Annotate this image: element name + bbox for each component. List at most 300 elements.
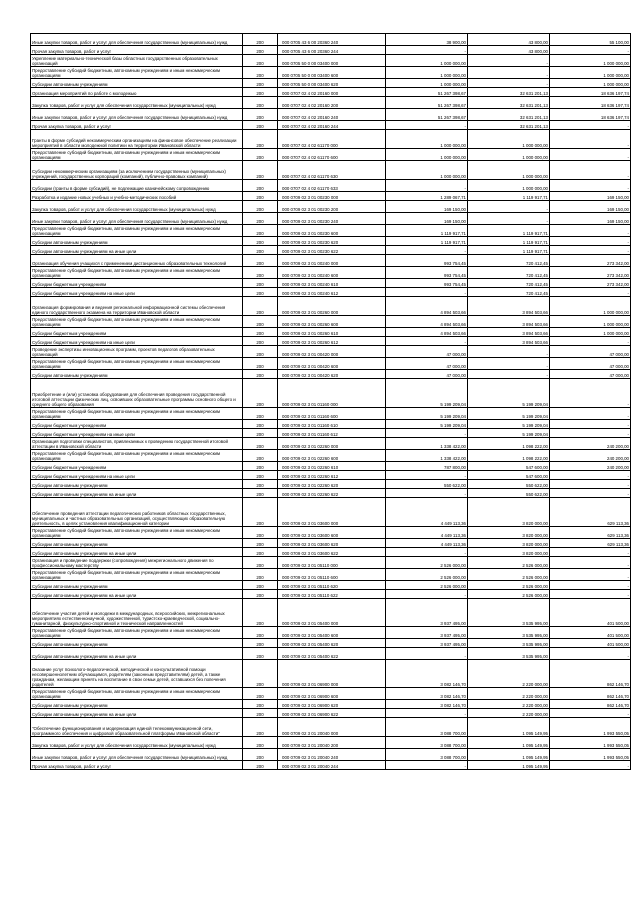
row-line-code: 200	[243, 627, 278, 639]
row-budget-code: 000 0707 02 4 02 20160 244	[278, 121, 386, 130]
row-line-code: 200	[243, 201, 278, 213]
row-unexecuted: 169 150,00	[550, 201, 631, 213]
row-approved: 4 894 503,66	[386, 316, 468, 328]
row-approved: 38 900,00	[386, 34, 468, 46]
row-unexecuted: 1 000 000,00	[550, 67, 631, 79]
table-row	[31, 201, 631, 213]
row-line-code: 200	[243, 88, 278, 97]
row-budget-code: 000 0709 02 3 01 05400 622	[278, 648, 386, 660]
row-unexecuted: -	[550, 480, 631, 489]
row-approved: 1 000 000,00	[386, 67, 468, 79]
row-line-code: 200	[243, 700, 278, 709]
row-executed: -	[468, 370, 550, 379]
row-executed: 3 820 000,00	[468, 498, 550, 527]
row-approved: -	[386, 429, 468, 438]
row-name: Субсидии автономным учреждениям	[31, 480, 243, 489]
row-line-code: 200	[243, 79, 278, 88]
table-row	[31, 627, 631, 639]
row-unexecuted: 18 636 197,74	[550, 97, 631, 109]
row-approved: 3 088 700,00	[386, 718, 468, 737]
row-budget-code: 000 0709 02 3 01 06900 622	[278, 709, 386, 718]
row-executed: 3 820 000,00	[468, 527, 550, 539]
row-budget-code: 000 0705 43 6 00 20360 244	[278, 46, 386, 55]
row-line-code: 200	[243, 109, 278, 121]
row-name: Субсидии автономным учреждениям на иные цели	[31, 590, 243, 599]
row-name: Субсидии бюджетным учреждениям на иные цели	[31, 471, 243, 480]
table-row	[31, 55, 631, 67]
row-executed: -	[468, 358, 550, 370]
row-approved: 4 894 503,66	[386, 297, 468, 316]
row-name: Субсидии автономным учреждениям	[31, 79, 243, 88]
row-executed: 3 535 995,00	[468, 648, 550, 660]
row-name: Субсидии (гранты в форме субсидий), не подлежащие казначейскому сопровождению	[31, 180, 243, 192]
row-line-code: 200	[243, 121, 278, 130]
row-budget-code: 000 0709 02 3 01 20040 244	[278, 761, 386, 770]
row-unexecuted: -	[550, 648, 631, 660]
row-line-code: 200	[243, 471, 278, 480]
row-name: Субсидии автономным учреждениям	[31, 237, 243, 246]
row-unexecuted: -	[550, 590, 631, 599]
row-approved: 3 937 495,00	[386, 599, 468, 627]
row-line-code: 200	[243, 46, 278, 55]
table-row	[31, 279, 631, 288]
table-row	[31, 648, 631, 660]
row-approved: -	[386, 709, 468, 718]
row-budget-code: 000 0709 02 3 01 01160 612	[278, 429, 386, 438]
row-budget-code: 000 0709 02 3 01 00240 612	[278, 288, 386, 297]
row-approved: 51 267 398,67	[386, 97, 468, 109]
row-approved: 993 754,45	[386, 255, 468, 267]
row-budget-code: 000 0709 02 3 01 00260 610	[278, 328, 386, 337]
row-executed: 547 600,00	[468, 462, 550, 471]
row-name: Прочая закупка товаров, работ и услуг	[31, 121, 243, 130]
row-executed: 2 526 000,00	[468, 557, 550, 569]
row-name: Организация подготовки специалистов, привлекаемых к проведению государственной итоговой аттестации в Ивановской области	[31, 438, 243, 450]
table-row	[31, 267, 631, 279]
row-unexecuted: 273 342,00	[550, 267, 631, 279]
row-line-code: 200	[243, 337, 278, 346]
row-budget-code: 000 0709 02 3 01 02260 000	[278, 438, 386, 450]
table-row	[31, 237, 631, 246]
row-approved: 993 754,45	[386, 267, 468, 279]
row-unexecuted: -	[550, 225, 631, 237]
row-line-code: 200	[243, 599, 278, 627]
row-name: Субсидии бюджетным учреждениям	[31, 420, 243, 429]
row-line-code: 200	[243, 462, 278, 471]
row-approved: 3 082 146,70	[386, 660, 468, 688]
table-row	[31, 737, 631, 749]
row-unexecuted: -	[550, 130, 631, 149]
row-approved: 3 088 700,00	[386, 749, 468, 761]
row-name: Оказание услуг психолого-педагогической, методической и консультативной помощи несовершеннолетним обучающимся, родителям (законным представителям) детей, а также гражданам, желающим принять на воспитание в свои семьи детей, оставшихся без попечения родителей	[31, 660, 243, 688]
row-approved: 47 000,00	[386, 370, 468, 379]
row-approved: 47 000,00	[386, 358, 468, 370]
table-row	[31, 749, 631, 761]
row-unexecuted: -	[550, 121, 631, 130]
row-unexecuted: 273 342,00	[550, 279, 631, 288]
row-budget-code: 000 0709 02 3 01 00230 600	[278, 225, 386, 237]
row-unexecuted: 55 100,00	[550, 34, 631, 46]
row-unexecuted: 1 993 550,05	[550, 737, 631, 749]
row-name: Субсидии бюджетным учреждениям	[31, 462, 243, 471]
row-unexecuted: -	[550, 288, 631, 297]
row-approved: -	[386, 46, 468, 55]
row-unexecuted: -	[550, 471, 631, 480]
row-executed: 3 894 503,66	[468, 316, 550, 328]
row-budget-code: 000 0709 02 3 01 00240 600	[278, 267, 386, 279]
table-row	[31, 438, 631, 450]
row-line-code: 200	[243, 237, 278, 246]
row-unexecuted: 862 146,70	[550, 700, 631, 709]
table-row	[31, 225, 631, 237]
row-approved: -	[386, 590, 468, 599]
row-budget-code: 000 0709 02 3 01 06900 600	[278, 688, 386, 700]
row-unexecuted: -	[550, 180, 631, 192]
row-name: Предоставление субсидий бюджетным, автономным учреждениям и иным некоммерческим организациям	[31, 688, 243, 700]
row-approved: 4 894 503,66	[386, 328, 468, 337]
row-approved: -	[386, 548, 468, 557]
row-unexecuted: 629 113,36	[550, 539, 631, 548]
row-name: Предоставление субсидий бюджетным, автономным учреждениям и иным некоммерческим организациям	[31, 149, 243, 161]
table-row	[31, 700, 631, 709]
row-executed: 1 095 149,95	[468, 749, 550, 761]
row-executed: -	[468, 213, 550, 225]
row-budget-code: 000 0709 02 3 01 01160 610	[278, 420, 386, 429]
row-approved: 3 937 495,00	[386, 627, 468, 639]
row-unexecuted: 629 113,36	[550, 498, 631, 527]
row-unexecuted: -	[550, 489, 631, 498]
table-row	[31, 213, 631, 225]
row-budget-code: 000 0709 02 3 01 00260 000	[278, 297, 386, 316]
row-line-code: 200	[243, 316, 278, 328]
row-executed: 550 622,00	[468, 489, 550, 498]
row-line-code: 200	[243, 688, 278, 700]
row-name: "Обеспечение функционирования и модернизация единой телекоммуникационной сети, программного обеспечения и цифровой образовательной платформы Ивановской области"	[31, 718, 243, 737]
row-unexecuted: 240 200,00	[550, 462, 631, 471]
row-budget-code: 000 0709 02 3 01 05400 000	[278, 599, 386, 627]
row-budget-code: 000 0709 02 3 01 00230 240	[278, 213, 386, 225]
row-name: Прочая закупка товаров, работ и услуг	[31, 761, 243, 770]
row-unexecuted: 273 342,00	[550, 255, 631, 267]
table-row	[31, 346, 631, 358]
row-name: Обеспечение участия детей и молодежи в международных, всероссийских, межрегиональных мероприятиях естественнонаучной, художественной, туристско-краеведческой, социально-гуманитарной, физкультурно-спортивной и технической направленностей	[31, 599, 243, 627]
row-budget-code: 000 0709 02 3 01 00240 000	[278, 255, 386, 267]
row-executed: 32 631 201,13	[468, 88, 550, 97]
row-budget-code: 000 0709 02 3 01 03600 000	[278, 498, 386, 527]
row-name: Субсидии автономным учреждениям	[31, 700, 243, 709]
row-approved: 3 082 146,70	[386, 700, 468, 709]
row-approved: -	[386, 337, 468, 346]
row-executed: 32 631 201,13	[468, 109, 550, 121]
row-line-code: 200	[243, 648, 278, 660]
row-name: Субсидии автономным учреждениям	[31, 539, 243, 548]
row-name: Субсидии бюджетным учреждениям	[31, 279, 243, 288]
budget-execution-table	[30, 33, 631, 770]
row-budget-code: 000 0709 02 3 01 05110 622	[278, 590, 386, 599]
row-executed: 720 412,45	[468, 279, 550, 288]
table-row	[31, 161, 631, 180]
row-budget-code: 000 0709 02 3 01 03600 620	[278, 539, 386, 548]
row-budget-code: 000 0709 02 3 01 06900 620	[278, 700, 386, 709]
row-name: Субсидии автономным учреждениям на иные цели	[31, 489, 243, 498]
row-executed: 3 894 503,66	[468, 328, 550, 337]
row-executed: 1 119 917,71	[468, 225, 550, 237]
row-line-code: 200	[243, 429, 278, 438]
table-row	[31, 46, 631, 55]
table-row	[31, 429, 631, 438]
table-row	[31, 450, 631, 462]
row-unexecuted: -	[550, 557, 631, 569]
row-line-code: 200	[243, 246, 278, 255]
row-budget-code: 000 0709 02 3 01 20040 240	[278, 749, 386, 761]
row-budget-code: 000 0707 02 4 02 61170 630	[278, 161, 386, 180]
row-approved: 4 449 113,36	[386, 498, 468, 527]
row-approved: -	[386, 648, 468, 660]
row-approved: 4 449 113,36	[386, 539, 468, 548]
row-approved: 1 000 000,00	[386, 79, 468, 88]
row-unexecuted: -	[550, 709, 631, 718]
row-unexecuted: -	[550, 420, 631, 429]
row-name: Закупка товаров, работ и услуг для обеспечения государственных (муниципальных) нужд	[31, 737, 243, 749]
row-budget-code: 000 0709 02 3 01 02260 610	[278, 462, 386, 471]
row-budget-code: 000 0709 02 3 01 00420 620	[278, 370, 386, 379]
row-approved: 2 526 000,00	[386, 569, 468, 581]
row-budget-code: 000 0709 02 3 01 00420 600	[278, 358, 386, 370]
table-row	[31, 288, 631, 297]
row-line-code: 200	[243, 161, 278, 180]
row-unexecuted: -	[550, 379, 631, 408]
row-executed: 5 199 209,04	[468, 408, 550, 420]
row-line-code: 200	[243, 639, 278, 648]
row-name: Субсидии автономным учреждениям на иные цели	[31, 709, 243, 718]
row-line-code: 200	[243, 557, 278, 569]
row-executed: 2 220 000,00	[468, 700, 550, 709]
row-name: Иные закупки товаров, работ и услуг для обеспечения государственных (муниципальных) нужд	[31, 109, 243, 121]
row-budget-code: 000 0709 02 3 01 00260 600	[278, 316, 386, 328]
row-budget-code: 000 0705 50 0 00 03400 000	[278, 55, 386, 67]
row-unexecuted: 169 150,00	[550, 213, 631, 225]
row-budget-code: 000 0709 02 3 01 00230 620	[278, 237, 386, 246]
row-budget-code: 000 0709 02 3 01 00420 000	[278, 346, 386, 358]
row-budget-code: 000 0709 02 3 01 05400 620	[278, 639, 386, 648]
row-budget-code: 000 0709 02 3 01 02260 622	[278, 489, 386, 498]
row-name: Укрепление материально-технической базы областных государственных образовательных организаций	[31, 55, 243, 67]
row-line-code: 200	[243, 581, 278, 590]
row-budget-code: 000 0709 02 3 01 03600 622	[278, 548, 386, 557]
row-budget-code: 000 0707 02 4 02 61170 633	[278, 180, 386, 192]
row-line-code: 200	[243, 420, 278, 429]
table-row	[31, 370, 631, 379]
row-line-code: 200	[243, 346, 278, 358]
table-row	[31, 130, 631, 149]
row-line-code: 200	[243, 213, 278, 225]
row-line-code: 200	[243, 408, 278, 420]
row-line-code: 200	[243, 67, 278, 79]
table-row	[31, 498, 631, 527]
row-executed: 1 098 222,00	[468, 438, 550, 450]
row-budget-code: 000 0707 02 4 02 20160 000	[278, 88, 386, 97]
row-name: Субсидии автономным учреждениям на иные цели	[31, 246, 243, 255]
table-row	[31, 539, 631, 548]
table-row	[31, 109, 631, 121]
row-name: Гранты в форме субсидий некоммерческим организациям на финансовое обеспечение реализации мероприятий в области молодежной политики на территории Ивановской области	[31, 130, 243, 149]
row-executed: 720 412,45	[468, 267, 550, 279]
row-name: Иные закупки товаров, работ и услуг для обеспечения государственных (муниципальных) нужд	[31, 749, 243, 761]
row-executed: -	[468, 201, 550, 213]
row-unexecuted: -	[550, 548, 631, 557]
row-line-code: 200	[243, 527, 278, 539]
row-executed: 2 220 000,00	[468, 660, 550, 688]
row-unexecuted: -	[550, 149, 631, 161]
table-row	[31, 639, 631, 648]
row-approved: -	[386, 489, 468, 498]
row-budget-code: 000 0709 02 3 01 05110 600	[278, 569, 386, 581]
row-line-code: 200	[243, 498, 278, 527]
table-row	[31, 480, 631, 489]
row-line-code: 200	[243, 255, 278, 267]
table-row	[31, 709, 631, 718]
row-executed: 547 600,00	[468, 471, 550, 480]
row-executed: 1 095 149,95	[468, 718, 550, 737]
table-row	[31, 408, 631, 420]
row-approved: -	[386, 121, 468, 130]
row-executed: 1 000 000,00	[468, 180, 550, 192]
row-budget-code: 000 0709 02 3 01 01160 600	[278, 408, 386, 420]
row-unexecuted: 240 200,00	[550, 438, 631, 450]
table-row	[31, 660, 631, 688]
row-executed: -	[468, 55, 550, 67]
row-approved: -	[386, 180, 468, 192]
row-approved: 787 800,00	[386, 462, 468, 471]
row-budget-code: 000 0709 02 3 01 01160 000	[278, 379, 386, 408]
row-name: Субсидии автономным учреждениям на иные цели	[31, 648, 243, 660]
row-approved: -	[386, 471, 468, 480]
row-line-code: 200	[243, 328, 278, 337]
row-approved: 550 622,00	[386, 480, 468, 489]
row-budget-code: 000 0709 02 3 01 05110 620	[278, 581, 386, 590]
row-line-code: 200	[243, 761, 278, 770]
row-executed: -	[468, 67, 550, 79]
row-name: Субсидии бюджетным учреждениям на иные цели	[31, 337, 243, 346]
row-executed: 1 000 000,00	[468, 130, 550, 149]
row-approved: 3 088 700,00	[386, 737, 468, 749]
row-approved: 51 267 398,67	[386, 109, 468, 121]
row-approved: 1 119 917,71	[386, 225, 468, 237]
row-executed: 5 199 209,04	[468, 429, 550, 438]
row-budget-code: 000 0709 02 3 01 02260 600	[278, 450, 386, 462]
table-row	[31, 246, 631, 255]
table-row	[31, 590, 631, 599]
row-name: Организация формирования и ведения региональной информационной системы обеспечения единого государственного экзамена на территории Ивановской области	[31, 297, 243, 316]
table-row	[31, 489, 631, 498]
table-row	[31, 337, 631, 346]
row-executed: 32 631 201,13	[468, 97, 550, 109]
row-executed: 1 119 917,71	[468, 246, 550, 255]
table-row	[31, 34, 631, 46]
row-executed: 720 412,45	[468, 255, 550, 267]
row-executed: 3 820 000,00	[468, 548, 550, 557]
row-budget-code: 000 0709 02 3 01 00230 000	[278, 192, 386, 201]
row-name: Предоставление субсидий бюджетным, автономным учреждениям и иным некоммерческим организациям	[31, 67, 243, 79]
table-row	[31, 527, 631, 539]
row-executed: 1 095 149,95	[468, 761, 550, 770]
table-row	[31, 67, 631, 79]
row-line-code: 200	[243, 297, 278, 316]
row-executed: 2 220 000,00	[468, 688, 550, 700]
row-name: Субсидии бюджетным учреждениям	[31, 328, 243, 337]
table-row	[31, 79, 631, 88]
row-name: Субсидии бюджетным учреждениям на иные цели	[31, 288, 243, 297]
row-executed: 1 098 222,00	[468, 450, 550, 462]
row-unexecuted: 1 993 550,05	[550, 749, 631, 761]
row-name: Иные закупки товаров, работ и услуг для обеспечения государственных (муниципальных) нужд	[31, 213, 243, 225]
row-approved: 1 000 000,00	[386, 161, 468, 180]
row-approved: 993 754,45	[386, 279, 468, 288]
row-line-code: 200	[243, 288, 278, 297]
row-line-code: 200	[243, 34, 278, 46]
row-executed: 43 800,00	[468, 34, 550, 46]
table-body	[31, 34, 631, 770]
row-name: Предоставление субсидий бюджетным, автономным учреждениям и иным некоммерческим организациям	[31, 569, 243, 581]
row-approved: 1 000 000,00	[386, 130, 468, 149]
row-approved: 2 526 000,00	[386, 581, 468, 590]
row-executed: 5 199 209,04	[468, 420, 550, 429]
table-row	[31, 548, 631, 557]
row-approved: 2 526 000,00	[386, 557, 468, 569]
row-name: Прочая закупка товаров, работ и услуг	[31, 46, 243, 55]
row-executed: 3 894 503,66	[468, 337, 550, 346]
row-line-code: 200	[243, 192, 278, 201]
table-row	[31, 88, 631, 97]
row-budget-code: 000 0709 02 3 01 05110 000	[278, 557, 386, 569]
row-line-code: 200	[243, 370, 278, 379]
row-approved: -	[386, 288, 468, 297]
row-executed: 43 800,00	[468, 46, 550, 55]
row-approved: 5 199 209,04	[386, 379, 468, 408]
row-unexecuted: -	[550, 337, 631, 346]
table-row	[31, 471, 631, 480]
row-name: Субсидии автономным учреждениям на иные цели	[31, 548, 243, 557]
row-budget-code: 000 0705 43 6 00 20360 240	[278, 34, 386, 46]
row-line-code: 200	[243, 569, 278, 581]
row-unexecuted: 401 500,00	[550, 599, 631, 627]
row-budget-code: 000 0705 50 0 00 03400 620	[278, 79, 386, 88]
row-unexecuted: 169 150,00	[550, 192, 631, 201]
row-budget-code: 000 0709 02 3 01 00240 610	[278, 279, 386, 288]
row-budget-code: 000 0709 02 3 01 00230 200	[278, 201, 386, 213]
table-row	[31, 581, 631, 590]
row-executed: 550 622,00	[468, 480, 550, 489]
row-approved: 5 199 209,04	[386, 420, 468, 429]
row-budget-code: 000 0705 50 0 00 03400 600	[278, 67, 386, 79]
table-row	[31, 462, 631, 471]
row-name: Субсидии автономным учреждениям	[31, 370, 243, 379]
table-row	[31, 420, 631, 429]
row-unexecuted: -	[550, 161, 631, 180]
row-unexecuted: 629 113,36	[550, 527, 631, 539]
row-approved: 4 449 113,36	[386, 527, 468, 539]
row-executed: 2 526 000,00	[468, 581, 550, 590]
row-unexecuted: -	[550, 761, 631, 770]
row-line-code: 200	[243, 130, 278, 149]
row-unexecuted: 240 200,00	[550, 450, 631, 462]
row-budget-code: 000 0707 02 4 02 61170 000	[278, 130, 386, 149]
row-approved: 1 119 917,71	[386, 237, 468, 246]
row-approved: 1 338 422,00	[386, 438, 468, 450]
row-name: Предоставление субсидий бюджетным, автономным учреждениям и иным некоммерческим организациям	[31, 225, 243, 237]
table-row	[31, 557, 631, 569]
row-approved: 169 150,00	[386, 213, 468, 225]
